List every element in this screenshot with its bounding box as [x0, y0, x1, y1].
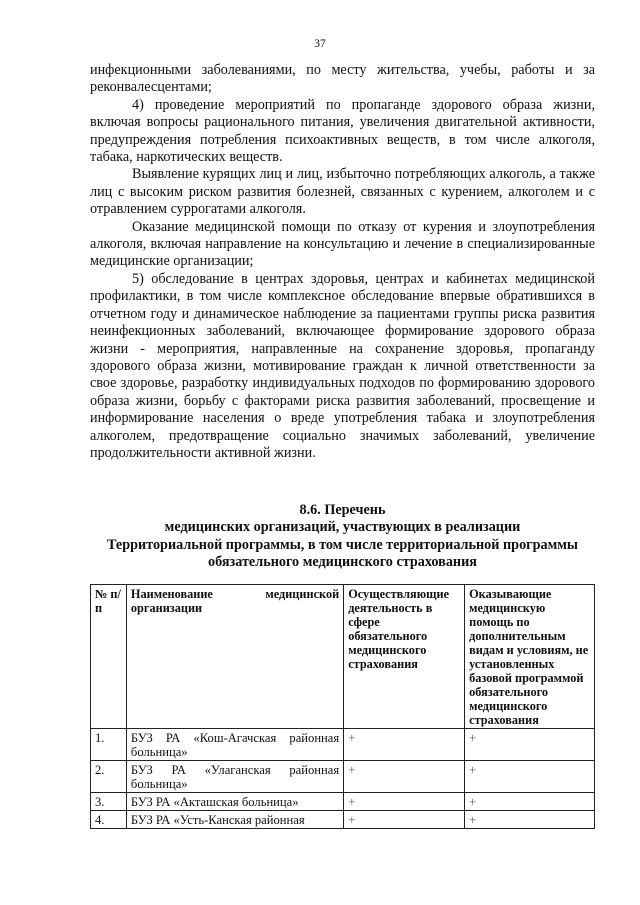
- row-additional-mark: +: [465, 811, 595, 829]
- section-title-line-2: медицинских организаций, участвующих в реализации: [164, 519, 521, 536]
- row-organization-name: БУЗ РА «Усть-Канская районная: [126, 811, 343, 829]
- page-number: 37: [314, 38, 326, 50]
- header-organization-name: Наименование медицинской организации: [126, 585, 343, 729]
- row-oms-mark: +: [344, 761, 465, 793]
- row-number: 4.: [91, 811, 127, 829]
- row-organization-name: БУЗ РА «Улаганская районная больница»: [126, 761, 343, 793]
- row-oms-mark: +: [344, 729, 465, 761]
- row-number: 3.: [91, 793, 127, 811]
- row-additional-mark: +: [465, 793, 595, 811]
- row-organization-name: БУЗ РА «Акташская больница»: [126, 793, 343, 811]
- table-header-row: [91, 585, 595, 729]
- section-title-line-4: обязательного медицинского страхования: [208, 554, 477, 571]
- header-number: № п/п: [91, 585, 127, 729]
- section-title-line-1: 8.6. Перечень: [299, 502, 386, 518]
- row-organization-name: БУЗ РА «Кош-Агачская районная больница»: [126, 729, 343, 761]
- paragraph-1: инфекционными заболеваниями, по месту жительства, учебы, работы и за реконвалесцентами;: [90, 62, 595, 96]
- table-row: [91, 793, 595, 811]
- row-additional-mark: +: [465, 729, 595, 761]
- row-oms-mark: +: [344, 811, 465, 829]
- row-number: 1.: [91, 729, 127, 761]
- body-text: [90, 62, 595, 462]
- paragraph-4: Оказание медицинской помощи по отказу от курения и злоупотребления алкоголя, включая направление на консультацию и лечение в специализированные медицинские организации;: [90, 218, 595, 270]
- row-number: 2.: [91, 761, 127, 793]
- organizations-table: [90, 584, 595, 829]
- header-additional-care: Оказывающие медицинскую помощь по дополнительным видам и условиям, не установленных базовой программой обязательного медицинского страхования: [465, 585, 595, 729]
- paragraph-3: Выявление курящих лиц и лиц, избыточно потребляющих алкоголь, а также лиц с высоким риском развития болезней, связанных с курением, алкоголем и с отравлением суррогатами алкоголя.: [90, 166, 595, 218]
- paragraph-5: 5) обследование в центрах здоровья, центрах и кабинетах медицинской профилактики, в том числе комплексное обследование впервые обратившихся в отчетном году и динамическое наблюдение за пациентами группы риска развития неинфекционных заболеваний, включающее формирование здорового образа жизни - мероприятия, направленные на сохранение здоровья, пропаганду здорового образа жизни, мотивирование граждан к личной ответственности за свое здоровье, разработку индивидуальных подходов по формированию здорового образа жизни, борьбу с факторами риска развития заболеваний, просвещение и информирование населения о вреде употребления табака и злоупотребления алкоголем, предотвращение социально значимых заболеваний, увеличение продолжительности активной жизни.: [90, 270, 595, 461]
- row-additional-mark: +: [465, 761, 595, 793]
- header-oms-activity: Осуществляющие деятельность в сфере обязательного медицинского страхования: [344, 585, 465, 729]
- row-oms-mark: +: [344, 793, 465, 811]
- paragraph-2: 4) проведение мероприятий по пропаганде здорового образа жизни, включая вопросы рационального питания, увеличения двигательной активности, предупреждения потребления психоактивных веществ, в том числе алкоголя, табака, наркотических веществ.: [90, 96, 595, 166]
- section-heading: [90, 502, 595, 572]
- table-row: [91, 811, 595, 829]
- table-row: [91, 761, 595, 793]
- table-row: [91, 729, 595, 761]
- section-title-line-3: Территориальной программы, в том числе территориальной программы: [107, 536, 578, 553]
